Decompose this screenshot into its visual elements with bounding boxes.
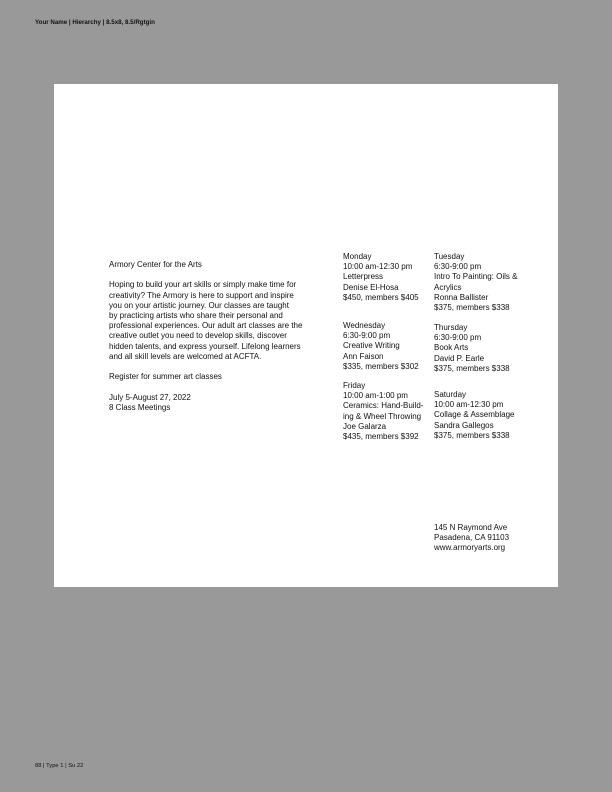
session-dates: July 5-August 27, 2022	[109, 392, 191, 402]
class-title: Book Arts	[434, 343, 469, 353]
class-day: Tuesday	[434, 252, 465, 261]
class-title: Intro To Painting: Oils &	[434, 272, 518, 282]
class-price: $375, members $338	[434, 430, 510, 440]
org-title: Armory Center for the Arts	[109, 260, 202, 269]
street-address: 145 N Raymond Ave	[434, 523, 508, 532]
intro-line: you on your artistic journey. Our classes are taught	[109, 300, 289, 310]
artboard	[54, 84, 558, 587]
class-instructor: Ann Faison	[343, 351, 384, 361]
class-title: ing & Wheel Throwing	[343, 411, 422, 421]
address-block	[434, 523, 544, 554]
class-price: $335, members $302	[343, 361, 419, 371]
class-tuesday	[434, 252, 530, 313]
class-saturday	[434, 390, 530, 441]
intro-line: by practicing artists who share their personal and	[109, 311, 283, 320]
website: www.armoryarts.org	[434, 543, 506, 553]
class-day: Thursday	[434, 323, 468, 332]
class-day: Wednesday	[343, 321, 386, 330]
intro-line: Hoping to build your art skills or simply make time for	[109, 280, 297, 290]
intro-line: professional experiences. Our adult art classes are the	[109, 321, 303, 331]
class-instructor: Sandra Gallegos	[434, 420, 494, 430]
class-thursday	[434, 323, 530, 374]
register-line: Register for summer art classes	[109, 372, 222, 382]
class-title: Acrylics	[434, 282, 462, 292]
class-instructor: Denise El-Hosa	[343, 282, 399, 292]
class-time: 10:00 am-12:30 pm	[343, 262, 413, 272]
class-title: Ceramics: Hand-Build-	[343, 401, 424, 411]
class-meetings: 8 Class Meetings	[109, 402, 171, 412]
class-day: Saturday	[434, 390, 467, 399]
intro-line: and all skill levels are welcomed at ACFTA.	[109, 351, 262, 361]
class-time: 10:00 am-12:30 pm	[434, 400, 504, 410]
class-price: $375, members $338	[434, 363, 510, 373]
class-instructor: Joe Galarza	[343, 421, 387, 431]
class-title: Creative Writing	[343, 341, 400, 351]
class-instructor: David P. Earle	[434, 353, 485, 363]
class-title: Collage & Assemblage	[434, 410, 515, 420]
city-address: Pasadena, CA 91103	[434, 533, 510, 543]
class-price: $375, members $338	[434, 303, 510, 313]
class-instructor: Ronna Ballister	[434, 292, 489, 302]
class-friday	[343, 381, 435, 442]
intro-line: creative outlet you need to develop skills, discover	[109, 331, 287, 341]
intro-line: hidden talents, and express yourself. Lifelong learners	[109, 341, 301, 351]
intro-block	[109, 260, 327, 413]
class-time: 6:30-9:00 pm	[434, 333, 482, 343]
page-header: Your Name | Hierarchy | 8.5x8, 8.5/Rgtgin	[35, 19, 155, 26]
class-price: $435, members $392	[343, 432, 419, 442]
class-time: 6:30-9:00 pm	[343, 331, 391, 341]
page-footer: 88 | Type 1 | Su 22	[35, 763, 84, 769]
class-day: Monday	[343, 252, 372, 261]
class-time: 6:30-9:00 pm	[434, 262, 482, 272]
class-time: 10:00 am-1:00 pm	[343, 391, 408, 401]
class-price: $450, members $405	[343, 292, 419, 302]
class-wednesday	[343, 321, 435, 372]
intro-line: creativity? The Armory is here to support and inspire	[109, 290, 294, 300]
class-monday	[343, 252, 435, 303]
class-title: Letterpress	[343, 272, 384, 282]
class-day: Friday	[343, 381, 366, 390]
